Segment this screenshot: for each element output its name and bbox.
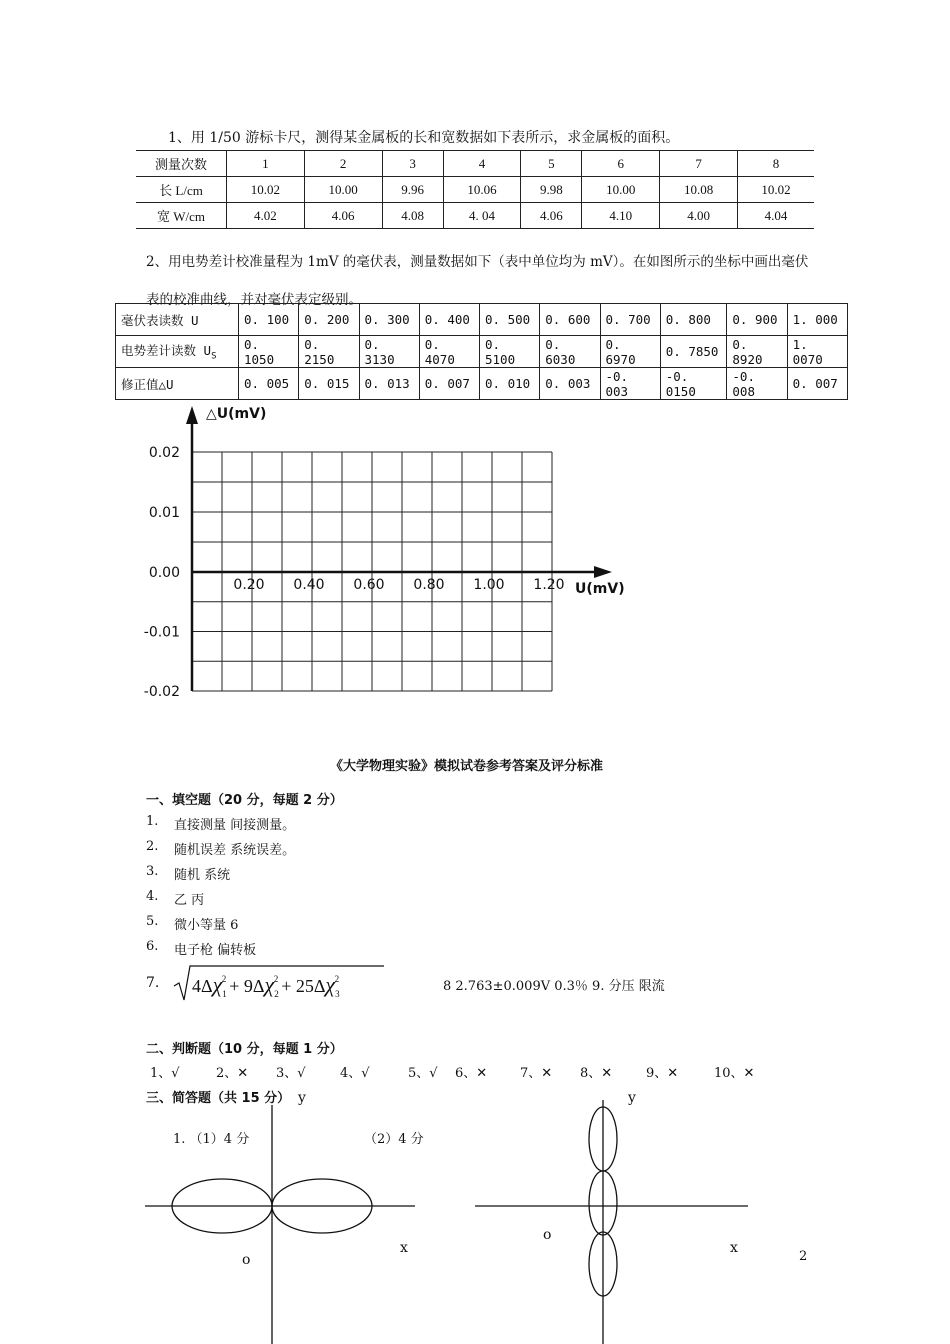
sec3-item1-part1: 1. （1）4 分 [173,1132,250,1147]
table-cell: 10.08 [660,177,738,203]
table-cell: 0. 6030 [540,336,600,368]
item8-9-answers: 8 2.763±0.009V 0.3％ 9. 分压 限流 [443,979,665,994]
answer-number: 4. [146,889,159,904]
y-tick-label: 0.00 [148,565,180,581]
page-number: 2 [799,1249,808,1264]
table-cell: 宽 W/cm [136,203,227,229]
table-cell: 0. 6970 [600,336,660,368]
lissajous-figure-1 [140,1100,440,1344]
table-cell: 4.10 [582,203,660,229]
table-cell: 0. 800 [660,304,727,336]
judgment-answer: 4、√ [340,1066,370,1081]
judgment-answer: 6、✕ [455,1066,488,1081]
table-cell: 4.06 [521,203,582,229]
answer-text: 随机 系统 [174,868,231,883]
table-cell: 长 L/cm [136,177,227,203]
table-cell: 1. 000 [787,304,847,336]
table-row [116,304,848,336]
table-cell: 2 [304,151,382,177]
q2-text-line1: 2、用电势差计校准量程为 1mV 的毫伏表，测量数据如下（表中单位均为 mV）。在如图所示的坐标中画出毫伏 [146,254,809,270]
table-cell: 修正值△U [116,368,239,400]
judgment-answer: 7、✕ [520,1066,553,1081]
fig1-origin-label: o [242,1252,251,1268]
table-cell: 0. 1050 [239,336,299,368]
fig1-x-label: x [400,1240,408,1256]
calibration-chart [140,400,630,700]
sec3-item1-part2: （2）4 分 [364,1132,424,1147]
x-axis-title: U(mV) [575,581,625,597]
judgment-answer: 10、✕ [714,1066,755,1081]
judgment-answer: 2、✕ [216,1066,249,1081]
table-cell: 0. 013 [359,368,419,400]
q1-text: 1、用 1/50 游标卡尺，测得某金属板的长和宽数据如下表所示，求金属板的面积。 [168,130,680,146]
table-cell: 0. 003 [540,368,600,400]
answer-text: 直接测量 间接测量。 [174,818,296,833]
answer-number: 5. [146,914,159,929]
table-row [116,336,848,368]
answer-number: 1. [146,814,159,829]
table-cell: 4.02 [227,203,305,229]
table-cell: 0. 4070 [419,336,479,368]
y-tick-label: -0.01 [143,624,180,641]
formula-text: $4\Delta\chi_12 + 9\Delta\chi_22 + 25\Delta\chi_32$ [192,972,340,999]
table-cell: 0. 7850 [660,336,727,368]
table-cell: 毫伏表读数 U [116,304,239,336]
table-cell: 0. 400 [419,304,479,336]
q2-text-line2: 表的校准曲线，并对毫伏表定级别。 [146,292,362,308]
fig2-y-label: y [628,1090,636,1106]
table-cell: 5 [521,151,582,177]
table-cell: 10.02 [737,177,814,203]
fig2-origin-label: o [543,1227,552,1243]
table-cell: 0. 8920 [727,336,787,368]
answer-text: 微小等量 6 [174,918,239,933]
table-cell: 0. 500 [480,304,540,336]
y-axis-arrow [186,406,198,424]
table-cell: 0. 600 [540,304,600,336]
table-cell: 10.00 [582,177,660,203]
length-width-table [136,150,814,229]
calibration-table [115,303,848,400]
table-cell: 0. 300 [359,304,419,336]
y-tick-label: 0.01 [148,505,180,521]
answer-text: 乙 丙 [174,893,205,908]
table-cell: 0. 900 [727,304,787,336]
answers-title: 《大学物理实验》模拟试卷参考答案及评分标准 [330,759,604,774]
judgment-answer: 5、√ [408,1066,438,1081]
answer-text: 随机误差 系统误差。 [174,843,296,858]
table-cell: 7 [660,151,738,177]
x-tick-label: 1.20 [533,577,565,593]
x-tick-label: 0.60 [353,577,385,593]
table-cell: 4 [443,151,521,177]
table-cell: 9.96 [382,177,443,203]
table-row [136,203,814,229]
answer-number: 3. [146,864,159,879]
table-cell: -0. 0150 [660,368,727,400]
answer-text: 电子枪 偏转板 [174,943,257,958]
table-cell: 0. 700 [600,304,660,336]
y-tick-label: -0.02 [143,684,180,700]
fig2-x-label: x [730,1240,738,1256]
table-cell: -0. 008 [727,368,787,400]
judgment-answer: 3、√ [276,1066,306,1081]
section3-heading: 三、简答题（共 15 分） [146,1091,291,1106]
table-cell: 10.02 [227,177,305,203]
table-cell: 0. 100 [239,304,299,336]
table-row [116,368,848,400]
table-cell: 0. 010 [480,368,540,400]
fig1-y-label: y [298,1090,306,1106]
table-row [136,151,814,177]
table-cell: 4.08 [382,203,443,229]
item7-number: 7. [146,975,160,991]
table-cell: 0. 200 [299,304,359,336]
table-cell: 电势差计读数 $U_S$ [116,336,239,368]
table-cell: 4.06 [304,203,382,229]
answer-number: 6. [146,939,159,954]
x-tick-label: 0.20 [233,577,265,593]
table-cell: 1. 0070 [787,336,847,368]
table-cell: 8 [737,151,814,177]
x-tick-label: 1.00 [473,577,505,593]
table-cell: 4.04 [737,203,814,229]
table-cell: 1 [227,151,305,177]
table-cell: 0. 3130 [359,336,419,368]
judgment-answer: 8、✕ [580,1066,613,1081]
lissajous-figure-2 [470,1100,760,1344]
y-tick-label: 0.02 [148,445,180,461]
table-cell: 6 [582,151,660,177]
table-cell: 0. 015 [299,368,359,400]
judgment-answer: 9、✕ [646,1066,679,1081]
table-cell: 3 [382,151,443,177]
chart-axes [186,406,612,691]
answer-number: 2. [146,839,159,854]
x-axis-arrow [594,566,612,578]
table-row [136,177,814,203]
table-cell: 测量次数 [136,151,227,177]
table-cell: -0. 003 [600,368,660,400]
x-tick-label: 0.40 [293,577,325,593]
y-axis-title: △U(mV) [206,406,267,422]
table-cell: 4. 04 [443,203,521,229]
section2-heading: 二、判断题（10 分，每题 1 分） [146,1042,343,1057]
item7-formula [172,962,387,1004]
judgment-answer: 1、√ [150,1066,180,1081]
table-cell: 0. 007 [787,368,847,400]
table-cell: 10.06 [443,177,521,203]
table-cell: 0. 5100 [480,336,540,368]
table-cell: 10.00 [304,177,382,203]
table-cell: 0. 005 [239,368,299,400]
table-cell: 0. 007 [419,368,479,400]
table-cell: 4.00 [660,203,738,229]
table-cell: 0. 2150 [299,336,359,368]
table-cell: 9.98 [521,177,582,203]
x-tick-label: 0.80 [413,577,445,593]
section1-heading: 一、填空题（20 分，每题 2 分） [146,793,343,808]
